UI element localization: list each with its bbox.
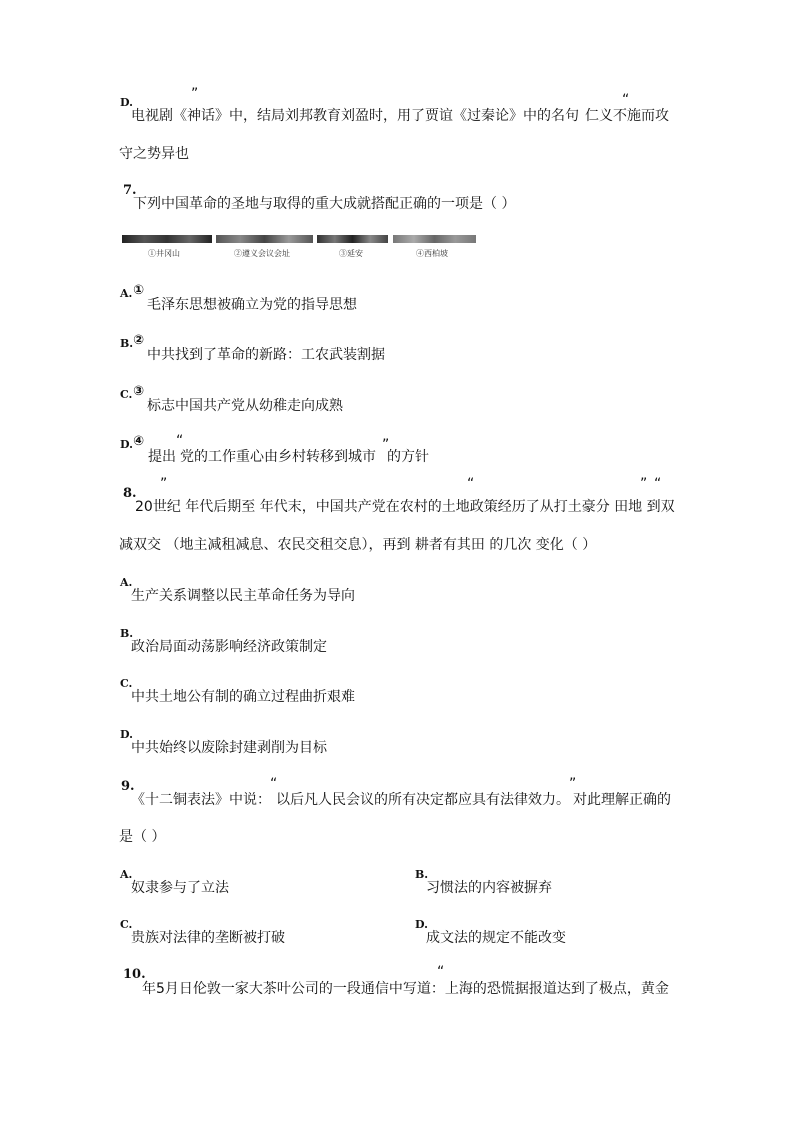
q8-quote-2: “ [467, 476, 475, 492]
q9-option-c-text: 贵族对法律的垄断被打破 [131, 930, 285, 946]
q7-image-jinggangshan [122, 235, 212, 243]
q9-option-b-text: 习惯法的内容被摒弃 [426, 880, 552, 896]
q9-quote-open: “ [270, 776, 278, 792]
q9-option-a-label: A. [120, 868, 133, 881]
q9-stem-line2: 是（ ） [119, 829, 166, 845]
q8-option-d-text: 中共始终以废除封建剥削为目标 [131, 740, 327, 756]
q8-quote-1: ” [160, 476, 168, 492]
q7-image-yanan [317, 235, 388, 243]
q8-quote-4: “ [654, 476, 662, 492]
q8-option-a-label: A. [120, 576, 133, 589]
q9-stem-line1: 《十二铜表法》中说： [131, 792, 271, 808]
q7-option-d-prefix: 提出 [148, 449, 176, 465]
q9-option-a-text: 奴隶参与了立法 [131, 880, 229, 896]
q7-option-d-text: 党的工作重心由乡村转移到城市 [180, 449, 376, 465]
q7-option-a-text: 毛泽东思想被确立为党的指导思想 [147, 297, 357, 313]
q8-option-c-text: 中共土地公有制的确立过程曲折艰难 [131, 689, 355, 705]
q6-option-d-label: D. [120, 96, 133, 109]
q9-stem-quote: 以后凡人民会议的所有决定都应具有法律效力。 [276, 792, 570, 808]
q7-option-d-suffix: 的方针 [387, 449, 429, 465]
q8-option-c-label: C. [120, 677, 133, 690]
q6-option-d-text: 电视剧《神话》中，结局刘邦教育刘盈时，用了贾谊《过秦论》中的名句 [131, 108, 579, 124]
q7-image-zunyi [216, 235, 313, 243]
q7-caption-3: ③延安 [339, 249, 363, 258]
q9-stem-line1-end: 对此理解正确的 [573, 792, 671, 808]
q10-stem-line1: 年5月日伦敦一家大茶叶公司的一段通信中写道：上海的恐慌据报道达到了极点，黄金 [142, 981, 669, 997]
q6-option-d-quote-text: 仁义不施而攻 [585, 108, 669, 124]
q8-option-a-text: 生产关系调整以民主革命任务为导向 [131, 588, 355, 604]
q7-caption-4: ④西柏坡 [416, 249, 448, 258]
q10-quote-open: “ [437, 964, 445, 980]
q9-option-d-label: D. [415, 918, 428, 931]
q9-option-d-text: 成文法的规定不能改变 [426, 930, 566, 946]
q7-option-c-marker: ③ [133, 384, 145, 399]
q7-option-d-marker: ④ [133, 434, 145, 449]
q9-option-c-label: C. [120, 918, 133, 931]
q7-option-b-label: B. [120, 337, 134, 350]
q6-quote-open: “ [622, 92, 630, 108]
q7-option-d-quote-open: “ [176, 433, 184, 449]
q7-option-c-label: C. [120, 388, 133, 401]
q7-option-b-marker: ② [133, 333, 145, 348]
q7-number: 7. [123, 183, 137, 198]
q8-option-d-label: D. [120, 728, 133, 741]
q7-caption-2: ②遵义会议会址 [234, 249, 290, 258]
q7-caption-1: ①井冈山 [148, 249, 180, 258]
q7-stem: 下列中国革命的圣地与取得的重大成就搭配正确的一项是（ ） [133, 196, 516, 212]
q9-option-b-label: B. [415, 868, 429, 881]
q7-image-xibaipo [393, 235, 476, 243]
q7-option-d-label: D. [120, 438, 133, 451]
q8-quote-3: ” [640, 476, 648, 492]
q8-option-b-text: 政治局面动荡影响经济政策制定 [131, 639, 327, 655]
q7-option-c-text: 标志中国共产党从幼稚走向成熟 [147, 398, 343, 414]
q7-option-d-quote-close: ” [382, 437, 390, 453]
q8-option-b-label: B. [120, 627, 134, 640]
q8-number: 8. [123, 486, 137, 501]
q8-stem-line1: 20世纪 年代后期至 年代末，中国共产党在农村的土地政策经历了从打土豪分 田地 到双 [135, 499, 675, 515]
q6-option-d-text-cont: 守之势异也 [119, 146, 189, 162]
q10-number: 10. [123, 967, 146, 982]
q6-quote-close: ” [191, 86, 199, 102]
q7-option-a-label: A. [120, 287, 133, 300]
q9-quote-close: ” [569, 776, 577, 792]
q7-option-b-text: 中共找到了革命的新路：工农武装割据 [147, 347, 385, 363]
q9-number: 9. [121, 779, 135, 794]
q7-option-a-marker: ① [133, 283, 145, 298]
q8-stem-line2: 减双交 （地主减租减息、农民交租交息），再到 耕者有其田 的几次 变化（ ） [119, 537, 597, 553]
